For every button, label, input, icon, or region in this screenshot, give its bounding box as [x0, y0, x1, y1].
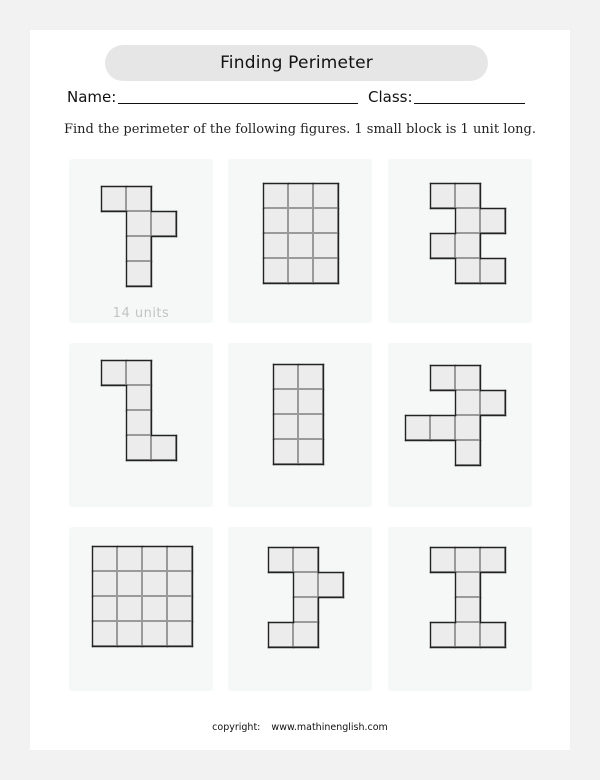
- figure-6-block: [455, 390, 480, 415]
- figure-2-block: [288, 233, 313, 258]
- figure-9-block: [455, 572, 480, 597]
- figure-6-block: [455, 415, 480, 440]
- figure-9-block: [430, 547, 455, 572]
- figure-4-block: [126, 385, 151, 410]
- figure-1-block: [126, 261, 151, 286]
- instructions-text: Find the perimeter of the following figures. 1 small block is 1 unit long.: [63, 122, 537, 137]
- figure-7-block: [167, 546, 192, 571]
- figure-7-block: [92, 546, 117, 571]
- figure-5-block: [273, 389, 298, 414]
- figure-7-block: [167, 596, 192, 621]
- figure-7-block: [117, 621, 142, 646]
- figure-6-block: [455, 365, 480, 390]
- figure-7-block: [167, 621, 192, 646]
- figure-3-block: [480, 208, 505, 233]
- class-answer-line[interactable]: [414, 103, 525, 104]
- figure-3-block: [455, 258, 480, 283]
- figure-9-block: [430, 622, 455, 647]
- figure-1-block: [126, 211, 151, 236]
- figure-2-block: [288, 208, 313, 233]
- figure-2-block: [313, 233, 338, 258]
- figure-4-block: [151, 435, 176, 460]
- figure-2-block: [288, 183, 313, 208]
- figure-5-block: [273, 414, 298, 439]
- figure-3-block: [455, 208, 480, 233]
- figure-4-block: [101, 360, 126, 385]
- figure-7-block: [117, 596, 142, 621]
- figure-2-block: [263, 258, 288, 283]
- figure-3-block: [430, 183, 455, 208]
- figure-2-block: [263, 233, 288, 258]
- figure-2-block: [288, 258, 313, 283]
- figure-8-block: [293, 622, 318, 647]
- footer-website[interactable]: www.mathinenglish.com: [271, 722, 388, 733]
- figure-9-block: [480, 622, 505, 647]
- name-answer-line[interactable]: [118, 103, 358, 104]
- figure-8-block: [318, 572, 343, 597]
- figure-2-block: [313, 258, 338, 283]
- figure-6-block: [430, 415, 455, 440]
- figure-1-block: [126, 186, 151, 211]
- figure-7-block: [92, 621, 117, 646]
- figure-9-block: [455, 622, 480, 647]
- figure-8-block: [268, 547, 293, 572]
- class-label: Class:: [368, 88, 413, 106]
- figure-5-block: [298, 364, 323, 389]
- figure-1-answer: 14 units: [112, 306, 170, 321]
- footer-copyright: [0, 722, 600, 733]
- figure-4-block: [126, 435, 151, 460]
- figure-1-block: [151, 211, 176, 236]
- figure-7-block: [142, 546, 167, 571]
- figure-6-block: [480, 390, 505, 415]
- figure-2-block: [313, 208, 338, 233]
- figure-3-block: [455, 233, 480, 258]
- figure-8-block: [293, 547, 318, 572]
- figure-7-block: [142, 596, 167, 621]
- figure-6-block: [430, 365, 455, 390]
- figure-5-block: [298, 414, 323, 439]
- figure-5-block: [298, 439, 323, 464]
- figure-6-block: [455, 440, 480, 465]
- figure-4-block: [126, 360, 151, 385]
- figure-3-block: [430, 233, 455, 258]
- figure-7-block: [142, 621, 167, 646]
- figure-1-block: [101, 186, 126, 211]
- footer-label: copyright:: [212, 722, 261, 733]
- figure-8-block: [293, 597, 318, 622]
- figure-3-block: [480, 258, 505, 283]
- figure-5-block: [273, 439, 298, 464]
- figure-8-block: [293, 572, 318, 597]
- figure-1-block: [126, 236, 151, 261]
- worksheet-title: Finding Perimeter: [105, 45, 488, 81]
- figure-9-block: [455, 547, 480, 572]
- figure-7-block: [92, 596, 117, 621]
- figure-5-block: [273, 364, 298, 389]
- figure-4-block: [126, 410, 151, 435]
- figure-7-block: [142, 571, 167, 596]
- figure-3-block: [455, 183, 480, 208]
- figure-7-block: [167, 571, 192, 596]
- figure-2-block: [263, 208, 288, 233]
- figure-8-block: [268, 622, 293, 647]
- figure-2-block: [263, 183, 288, 208]
- figure-7-block: [117, 546, 142, 571]
- figure-9-block: [455, 597, 480, 622]
- figure-7-block: [117, 571, 142, 596]
- figure-9-block: [480, 547, 505, 572]
- figure-2-block: [313, 183, 338, 208]
- figure-7-block: [92, 571, 117, 596]
- figure-6-block: [405, 415, 430, 440]
- figure-5-block: [298, 389, 323, 414]
- name-label: Name:: [67, 88, 117, 106]
